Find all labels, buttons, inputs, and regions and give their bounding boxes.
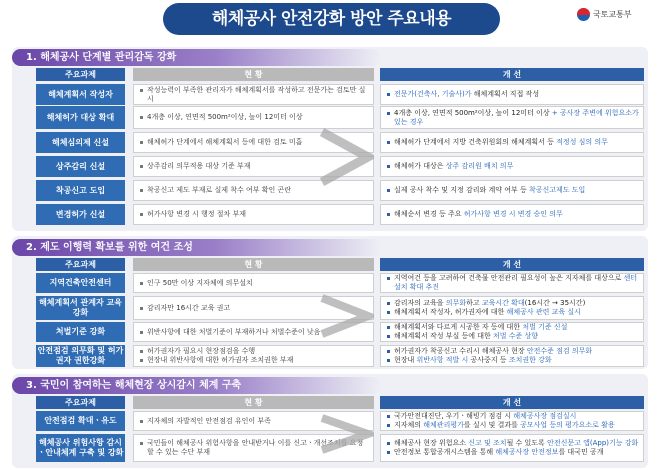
body-text: 현장내 [394,356,417,364]
improvement-cell [380,296,644,320]
ministry-name: 국토교통부 [593,10,632,19]
improvement-item [387,109,639,127]
header-now: 현 황 [133,396,374,409]
task-cell: 상주감리 신설 [36,156,125,177]
highlight-text: 공모사업 등의 평가요소로 활용 [520,421,615,429]
header-now: 현 황 [133,68,374,81]
body-text: 를 실시 및 결과를 [463,421,521,429]
body-text: 4개층 이상, 연면적 500m²이상, 높이 12미터 이상 [394,108,552,117]
page-title: 해체공사 안전강화 방안 주요내용 [163,3,500,35]
task-cell: 해체계획서 작성자 [36,84,125,105]
highlight-text: 해체공사장 점검실시 [513,412,577,420]
body-text: 안전정보 통합공개시스템을 통해 [394,448,496,456]
body-text: 해체허가 단계에서 지방 건축위원회의 해체계획서 등 [394,138,557,146]
highlight-text: 신고 및 조치 [468,439,507,447]
body-text: 를 대국민 공개 [558,448,604,456]
body-text: 허가권자가 착공신고 수리시 해체공사 현장 [394,347,527,355]
current-status-cell [133,345,374,367]
improvement-item [387,308,639,317]
improvement-item [387,299,639,308]
improvement-item [387,332,639,341]
body-text: 실제 공사 착수 및 지정 감리와 계약 여부 등 [394,186,529,194]
improvement-cell [380,84,644,105]
highlight-text: 처벌 기준 신설 [522,323,568,331]
highlight-text: 해체공사 관련 교육 실시 [506,308,581,316]
highlight-text: 조치권한 강화 [508,356,552,364]
current-status-item: 위반사항에 대한 처벌기준이 부재하거나 처벌수준이 낮음 [140,328,369,337]
body-text: 해체순서 변경 등 주요 [394,210,464,218]
current-status-item: 감리자만 16시간 교육 권고 [140,304,369,313]
highlight-text: 적정성 심의 의무 [556,138,608,146]
improvement-item [387,90,639,99]
highlight-text: 센터 설치 확대 추진 [394,274,638,291]
task-cell: 해체심의제 신설 [36,132,125,153]
section-1-arrow [318,128,374,186]
section-1-title: 1. 해체공사 단계별 관리감독 강화 [12,49,382,66]
body-text: 지역여건 등을 고려하여 건축물 안전관리 필요성이 높은 지자체를 대상으로 [394,274,624,282]
body-text: 지자체의 [394,421,424,429]
body-text: 해체계획서와 다르게 시공한 자 등에 대한 [394,323,523,331]
current-status-cell [133,273,374,293]
highlight-text: 해체관리평가 [423,421,464,429]
header-imp: 개 선 [380,68,644,81]
highlight-text: 착공신고제도 도입 [528,186,586,194]
improvement-item [387,138,639,147]
highlight-text: 허가사항 변경 시 변경 승인 의무 [463,210,563,218]
improvement-cell [380,411,644,431]
improvement-item [387,347,639,356]
improvement-cell [380,156,644,177]
highlight-text: + 공사장 주변에 위험요소가 있는 경우 [394,108,639,126]
improvement-cell [380,345,644,367]
improvement-cell [380,434,644,462]
header-imp: 개 선 [380,396,644,409]
improvement-item [387,162,639,171]
current-status-item: 허가권자가 필요시 현장점검을 수행 [140,347,369,356]
current-status-item: 상주감리 의무적용 대상 기준 부재 [140,162,369,171]
highlight-text: 해체공사장 안전정보 [495,448,559,456]
improvement-item [387,448,639,457]
current-status-cell [133,84,374,105]
current-status-cell [133,204,374,225]
improvement-item [387,412,639,421]
highlight-text: 위반사항 적발 시 [416,356,469,364]
improvement-item [387,210,639,219]
improvement-item [387,439,639,448]
body-text: 해체계획서 작성 부실 등에 대한 [394,332,494,340]
improvement-cell [380,106,644,129]
current-status-item: 인구 50만 이상 지자체에 의무설치 [140,279,369,288]
task-cell: 안전점검 확대ㆍ유도 [36,411,125,431]
ministry-logo [577,8,632,21]
highlight-text: 처벌 수준 상향 [493,332,539,340]
body-text: 공사중지 등 [468,356,509,364]
section-3-arrow [318,414,374,454]
task-cell: 해체공사 위험사항 감시ㆍ안내체계 구축 및 강화 [36,434,125,462]
current-status-item: 해체허가 단계에서 해체계획서 등에 대한 검토 미흡 [140,138,369,147]
body-text: (16시간 → 35시간) [524,299,586,307]
header-task: 주요과제 [36,68,125,81]
improvement-cell [380,322,644,342]
body-text: 해체계획서 작성자, 허가권자에 대한 [394,308,507,316]
header-now: 현 황 [133,258,374,271]
improvement-item [387,186,639,195]
task-cell: 해체허가 대상 확대 [36,106,125,129]
improvement-cell [380,132,644,153]
improvement-cell [380,180,644,201]
task-cell: 지역건축안전센터 [36,273,125,293]
highlight-text: 안전수준 점검 의무화 [526,347,593,355]
body-text: 하고 [466,299,482,307]
body-text: 해체공사 현장 위험요소 [394,439,469,447]
task-cell: 해체계획서 관계자 교육강화 [36,296,125,320]
header-imp: 개 선 [380,258,644,271]
improvement-item [387,356,639,365]
improvement-item [387,421,639,430]
current-status-item: 현장내 위반사항에 대한 허가권자 조치권한 부재 [140,356,369,365]
current-status-item: 4개층 이상, 연면적 500m²이상, 높이 12미터 이상 [140,113,369,122]
highlight-text: 의무화 [445,299,467,307]
header-task: 주요과제 [36,258,125,271]
body-text: 해체허가 대상은 [394,162,446,170]
highlight-text: 전문가(건축사, 기술사)가 [394,90,472,98]
task-cell: 안전점검 의무화 및 허가권자 권한강화 [37,346,124,365]
current-status-item: 착공신고 제도 부재로 실제 착수 여부 확인 곤란 [140,186,369,195]
current-status-item: 국민들이 해체공사 위험사항을 안내받거나 이를 신고ㆍ개선조치를 요청할 수 있는 수단 부재 [140,439,369,457]
improvement-item [387,274,639,292]
task-cell: 착공신고 도입 [36,180,125,201]
improvement-item [387,323,639,332]
body-text: 감리자의 교육을 [394,299,446,307]
header-task: 주요과제 [36,396,125,409]
task-cell: 변경허가 신설 [36,204,125,225]
body-text: 국가안전대진단, 우기ㆍ해빙기 점검 시 [394,412,514,420]
task-cell: 처벌기준 강화 [36,322,125,342]
improvement-cell [380,273,644,293]
taegeuk-icon [577,8,590,21]
current-status-item: 지자체의 자발적인 안전점검 유인이 부족 [140,417,369,426]
highlight-text: 상주 감리원 배치 의무 [445,162,514,170]
section-2-title: 2. 제도 이행력 확보를 위한 여건 조성 [12,239,382,256]
body-text: 해체계획서 직접 작성 [471,90,540,98]
highlight-text: 교육시간 확대 [481,299,525,307]
section-2-arrow [318,294,374,338]
section-3-title: 3. 국민이 참여하는 해체현장 상시감시 체계 구축 [12,377,382,394]
current-status-item: 작성능력이 부족한 관리자가 해체계획서를 작성하고 전문가는 검토만 실시 [140,86,369,104]
improvement-cell [380,204,644,225]
current-status-item: 허가사항 변경 시 행정 절차 부재 [140,210,369,219]
highlight-text: 안전신문고 앱(App)기능 강화 [547,439,639,447]
body-text: 될 수 있도록 [506,439,548,447]
current-status-cell [133,106,374,129]
